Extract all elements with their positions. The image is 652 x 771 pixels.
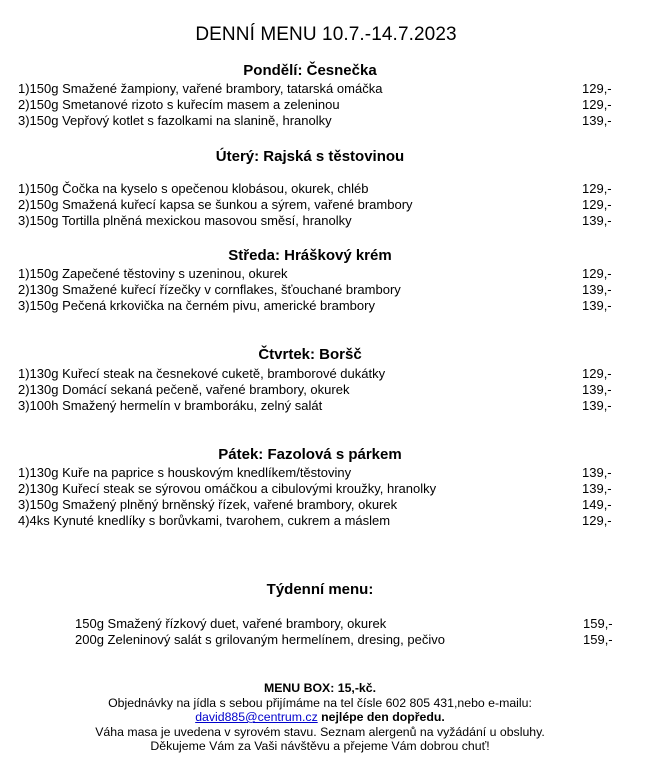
dish-price: 139,- — [582, 465, 612, 480]
email-link[interactable]: david885@centrum.cz — [195, 710, 318, 725]
dish-price: 149,- — [582, 497, 612, 512]
dish-text: 3)150g Pečená krkovička na černém pivu, americké brambory — [18, 298, 375, 313]
dish-price: 129,- — [582, 366, 612, 381]
dish-price: 159,- — [583, 632, 613, 647]
thanks-note: Děkujeme Vám za Vaši návštěvu a přejeme Vám dobrou chuť! — [150, 739, 490, 754]
dish-price: 139,- — [582, 113, 612, 128]
dish-text: 2)150g Smetanové rizoto s kuřecím masem a zeleninou — [18, 97, 340, 112]
menu-title: DENNÍ MENU 10.7.-14.7.2023 — [195, 24, 457, 45]
dish-text: 3)150g Tortilla plněná mexickou masovou směsí, hranolky — [18, 213, 352, 228]
dish-price: 129,- — [582, 197, 612, 212]
dish-price: 139,- — [582, 298, 612, 313]
dish-text: 1)150g Smažené žampiony, vařené brambory, tatarská omáčka — [18, 81, 383, 96]
dish-text: 3)150g Smažený plněný brněnský řízek, vařené brambory, okurek — [18, 497, 398, 512]
dish-text: 1)150g Čočka na kyselo s opečenou klobásou, okurek, chléb — [18, 181, 369, 196]
email-suffix: nejlépe den dopředu. — [317, 710, 445, 725]
dish-text: 1)150g Zapečené těstoviny s uzeninou, okurek — [18, 266, 288, 281]
dish-text: 1)130g Kuřecí steak na česnekové cuketě, bramborové dukátky — [18, 366, 386, 381]
day-heading-friday: Pátek: Fazolová s párkem — [218, 446, 402, 463]
dish-text: 3)100h Smažený hermelín v bramboráku, zelný salát — [18, 398, 323, 413]
dish-price: 159,- — [583, 616, 613, 631]
dish-price: 139,- — [582, 282, 612, 297]
dish-price: 139,- — [582, 382, 612, 397]
orders-note: Objednávky na jídla s sebou přijímáme na tel čísle 602 805 431,nebo e-mailu: — [108, 695, 532, 710]
email-line — [0, 710, 640, 725]
dish-text: 2)130g Domácí sekaná pečeně, vařené brambory, okurek — [18, 382, 350, 397]
menu-box-price: MENU BOX: 15,-kč. — [263, 681, 377, 695]
dish-price: 129,- — [582, 81, 612, 96]
dish-text: 4)4ks Kynuté knedlíky s borůvkami, tvarohem, cukrem a máslem — [18, 513, 391, 528]
dish-price: 129,- — [582, 266, 612, 281]
day-heading-monday: Pondělí: Česnečka — [243, 62, 377, 79]
dish-text: 200g Zeleninový salát s grilovaným hermelínem, dresing, pečivo — [75, 632, 445, 647]
dish-price: 139,- — [582, 481, 612, 496]
dish-text: 2)130g Smažené kuřecí řízečky v cornflakes, šťouchané brambory — [18, 282, 401, 297]
dish-text: 3)150g Vepřový kotlet s fazolkami na slanině, hranolky — [18, 113, 332, 128]
weight-note: Váha masa je uvedena v syrovém stavu. Seznam alergenů na vyžádání u obsluhy. — [95, 724, 545, 739]
dish-text: 150g Smažený řízkový duet, vařené brambory, okurek — [75, 616, 387, 631]
day-heading-wednesday: Středa: Hráškový krém — [228, 247, 392, 264]
footer-info — [0, 681, 640, 754]
day-heading-tuesday: Úterý: Rajská s těstovinou — [215, 148, 405, 165]
dish-price: 129,- — [582, 513, 612, 528]
dish-price: 129,- — [582, 97, 612, 112]
dish-price: 139,- — [582, 398, 612, 413]
dish-text: 2)130g Kuřecí steak se sýrovou omáčkou a cibulovými kroužky, hranolky — [18, 481, 437, 496]
dish-text: 1)130g Kuře na paprice s houskovým knedlíkem/těstoviny — [18, 465, 352, 480]
dish-price: 129,- — [582, 181, 612, 196]
day-heading-thursday: Čtvrtek: Boršč — [258, 346, 362, 363]
dish-text: 2)150g Smažená kuřecí kapsa se šunkou a sýrem, vařené brambory — [18, 197, 413, 212]
weekly-menu-heading: Týdenní menu: — [266, 581, 374, 598]
dish-price: 139,- — [582, 213, 612, 228]
